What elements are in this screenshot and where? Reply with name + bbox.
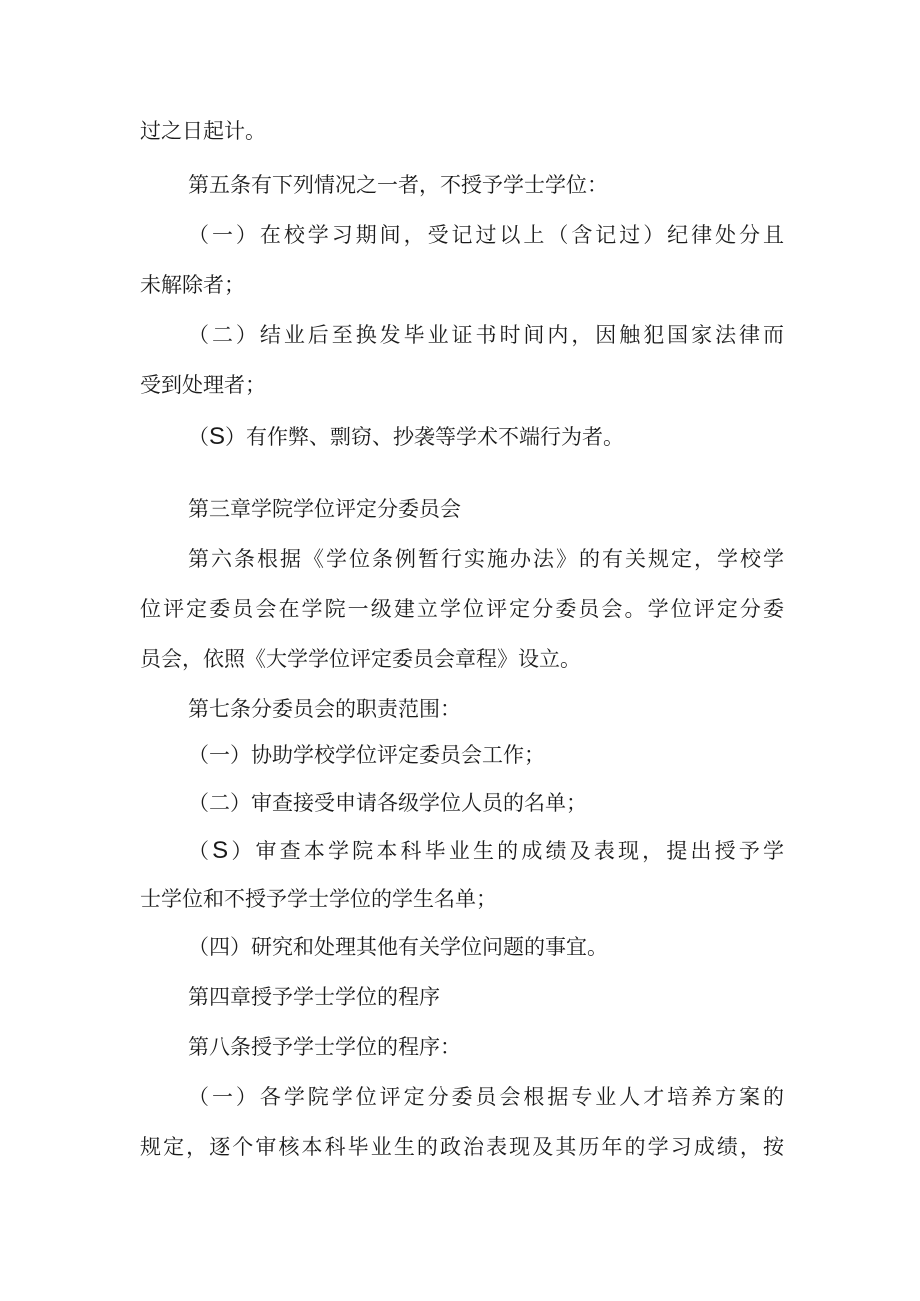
line-text: ）有作弊、剽窃、抄袭等学术不端行为者。 (225, 425, 625, 449)
article-5-heading: 第五条有下列情况之一者，不授予学士学位： (188, 173, 608, 197)
text-line: （一）各学院学位评定分委员会根据专业人才培养方案的 (188, 1085, 784, 1109)
bracket-open: （ (188, 839, 213, 863)
article-8-heading: 第八条授予学士学位的程序： (188, 1035, 461, 1059)
text-line: 员会，依照《大学学位评定委员会章程》设立。 (140, 647, 581, 671)
chapter-4-heading: 第四章授予学士学位的程序 (188, 985, 440, 1009)
text-line: 受到处理者； (140, 373, 266, 397)
text-line: 第六条根据《学位条例暂行实施办法》的有关规定，学校学 (188, 547, 784, 571)
text-line (188, 836, 784, 866)
line-text: ）审查本学院本科毕业生的成绩及表现，提出授予学 (228, 839, 785, 863)
text-line: （二）结业后至换发毕业证书时间内，因触犯国家法律而 (188, 323, 784, 347)
text-line: （四）研究和处理其他有关学位问题的事宜。 (188, 935, 608, 959)
text-line: 未解除者； (140, 273, 245, 297)
text-line: （二）审查接受申请各级学位人员的名单； (188, 791, 587, 815)
text-line: 士学位和不授予学士学位的学生名单； (140, 887, 497, 911)
article-7-heading: 第七条分委员会的职责范围： (188, 697, 461, 721)
bracket-open: （ (188, 425, 209, 449)
text-line: 位评定委员会在学院一级建立学位评定分委员会。学位评定分委 (140, 597, 784, 621)
text-line: （一）协助学校学位评定委员会工作； (188, 743, 545, 767)
text-line: 过之日起计。 (140, 119, 266, 143)
text-line: 规定，逐个审核本科毕业生的政治表现及其历年的学习成绩，按 (140, 1135, 784, 1159)
text-line (188, 422, 624, 452)
text-line: （一）在校学习期间，受记过以上（含记过）纪律处分且 (188, 223, 784, 247)
list-marker: S (212, 837, 229, 864)
chapter-3-heading: 第三章学院学位评定分委员会 (188, 497, 461, 521)
list-marker: S (209, 423, 226, 450)
